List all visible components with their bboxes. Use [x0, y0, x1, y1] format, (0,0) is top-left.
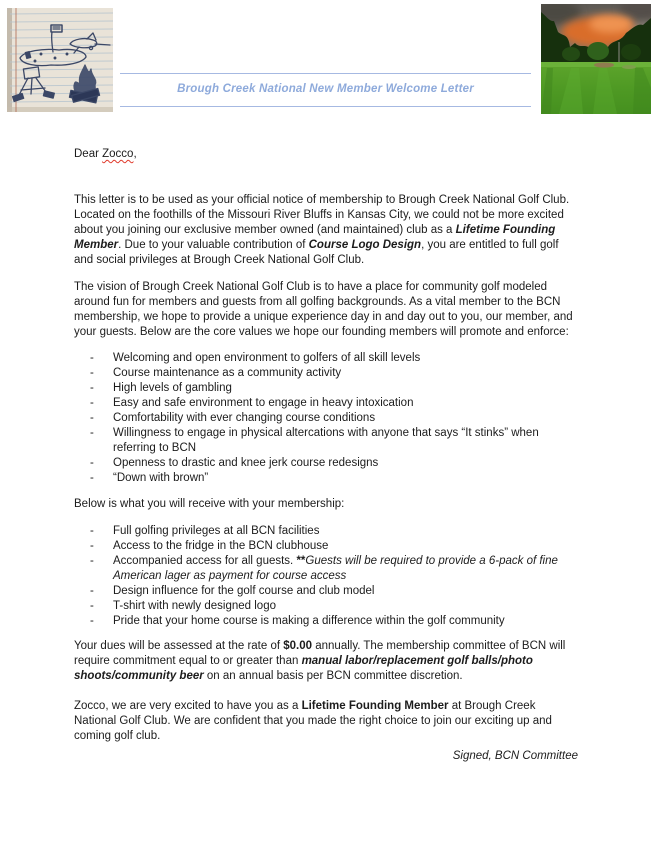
list-item	[74, 471, 578, 486]
paragraph-dues	[74, 639, 578, 684]
dash-bullet: -	[90, 600, 94, 612]
emphasis-course-logo-design: Course Logo Design	[308, 239, 422, 251]
list-item	[74, 411, 578, 426]
text-run: annually. The membership committee of BCN will require commitment equal to or greater than	[74, 640, 566, 667]
paragraph-intro	[74, 193, 578, 268]
dash-bullet: -	[90, 472, 94, 484]
dash-bullet: -	[90, 457, 94, 469]
list-item	[74, 456, 578, 471]
golf-course-photo	[541, 4, 651, 114]
core-value: Course maintenance as a community activity	[113, 367, 342, 379]
core-value: Willingness to engage in physical altercations with anyone that says “It stinks” when referring to BCN	[113, 427, 539, 454]
core-values-list	[74, 351, 578, 486]
list-item	[74, 426, 578, 456]
list-item	[74, 614, 578, 629]
dash-bullet: -	[90, 382, 94, 394]
salutation	[74, 147, 578, 162]
list-item	[74, 524, 578, 539]
list-item	[74, 381, 578, 396]
text-run: . Due to your valuable contribution of	[118, 239, 309, 251]
emphasis-lifetime-founding-member: Lifetime Founding Member	[301, 700, 449, 712]
dash-bullet: -	[90, 585, 94, 597]
core-value: Comfortability with ever changing course conditions	[113, 412, 376, 424]
list-item	[74, 366, 578, 381]
dash-bullet: -	[90, 412, 94, 424]
salutation-suffix: ,	[133, 148, 137, 160]
notebook-sketch-image	[7, 8, 113, 112]
list-item	[74, 539, 578, 554]
dash-bullet: -	[90, 397, 94, 409]
core-value: “Down with brown”	[113, 472, 209, 484]
asterisks-note-marker: **	[296, 555, 306, 567]
list-item	[74, 599, 578, 614]
benefit: Design influence for the golf course and club model	[113, 585, 375, 597]
dash-bullet: -	[90, 615, 94, 627]
benefit: Access to the fridge in the BCN clubhouse	[113, 540, 329, 552]
dash-bullet: -	[90, 555, 94, 567]
dash-bullet: -	[90, 540, 94, 552]
benefit: Full golfing privileges at all BCN facilities	[113, 525, 320, 537]
dash-bullet: -	[90, 427, 94, 439]
dash-bullet: -	[90, 367, 94, 379]
text-run: Zocco, we are very excited to have you as a	[74, 700, 302, 712]
paragraph-vision: The vision of Brough Creek National Golf Club is to have a place for community golf modeled around fun for members and guests from all golfing backgrounds. As a vital member to the BCN membership, we hope to provide a unique experience day in and day out to you, our member, and your guests. Below are the core values we hope our founding members will promote and enforce:	[74, 281, 573, 338]
core-value: Welcoming and open environment to golfers of all skill levels	[113, 352, 421, 364]
dash-bullet: -	[90, 525, 94, 537]
dues-amount: $0.00	[283, 640, 313, 652]
recipient-name: Zocco	[102, 148, 134, 160]
text-run: at Brough Creek National Golf Club. We are confident that you made the right choice to join our exciting up and coming golf club.	[74, 700, 552, 742]
letter-body	[74, 147, 578, 775]
core-value: Openness to drastic and knee jerk course redesigns	[113, 457, 379, 469]
list-item	[74, 396, 578, 411]
emphasis-commitment-options: manual labor/replacement golf balls/photo shoots/community beer	[74, 655, 533, 682]
receive-intro: Below is what you will receive with your membership:	[74, 498, 345, 510]
text-run: on an annual basis per BCN committee discretion.	[203, 670, 463, 682]
text-run: , you are entitled to full golf and social privileges at Brough Creek National Golf Club.	[74, 239, 559, 266]
benefit: Accompanied access for all guests.	[113, 555, 297, 567]
benefits-list	[74, 524, 578, 629]
list-item	[74, 554, 578, 584]
text-run: Your dues will be assessed at the rate of	[74, 640, 284, 652]
letter-title-banner	[120, 73, 531, 107]
paragraph-closing	[74, 699, 578, 744]
benefit: Pride that your home course is making a difference within the golf community	[113, 615, 505, 627]
list-item	[74, 584, 578, 599]
core-value: High levels of gambling	[113, 382, 232, 394]
letter-title: Brough Creek National New Member Welcome Letter	[177, 83, 474, 95]
core-value: Easy and safe environment to engage in heavy intoxication	[113, 397, 414, 409]
salutation-prefix: Dear	[74, 148, 103, 160]
guest-note-italic: Guests will be required to provide a 6-pack of fine American lager as payment for course access	[113, 555, 558, 582]
list-item	[74, 351, 578, 366]
benefit: T-shirt with newly designed logo	[113, 600, 276, 612]
signature-line: Signed, BCN Committee	[452, 750, 578, 762]
text-run: This letter is to be used as your official notice of membership to Brough Creek National Golf Club. Located on the foothills of the Missouri River Bluffs in Kansas City, we could not be more excited about you joining our exclusive member owned (and maintained) club as a	[74, 194, 570, 236]
emphasis-lifetime-founding-member: Lifetime Founding Member	[74, 224, 556, 251]
dash-bullet: -	[90, 352, 94, 364]
